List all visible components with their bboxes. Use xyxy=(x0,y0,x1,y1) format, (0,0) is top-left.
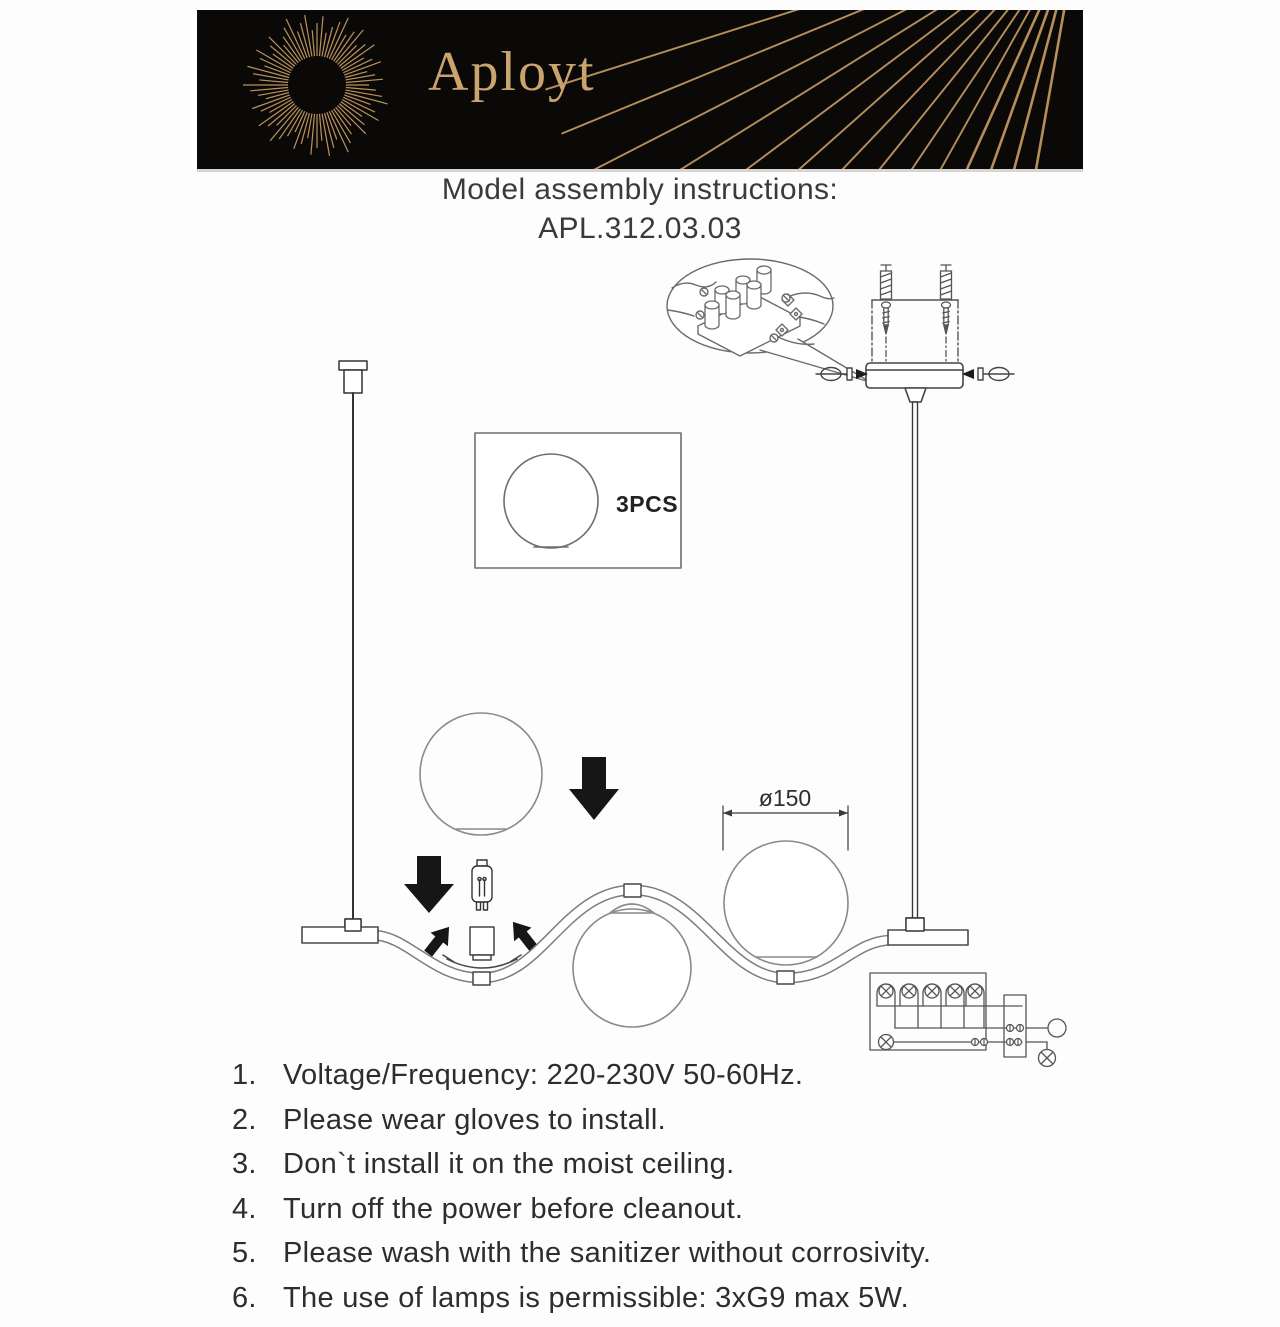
wiring-diagram xyxy=(870,973,1066,1067)
right-bar-end xyxy=(888,930,968,945)
live-wire-terminal xyxy=(1048,1019,1066,1037)
diameter-label: ø150 xyxy=(758,785,812,811)
list-item: 5. Please wash with the sanitizer without corrosivity. xyxy=(232,1237,932,1270)
insert-bulb-arrow-icon xyxy=(404,856,454,913)
insert-shade-arrow-icon xyxy=(569,757,619,820)
instructions-list xyxy=(232,1059,931,1327)
list-item: 2. Please wear gloves to install. xyxy=(232,1103,666,1136)
parts-box xyxy=(475,433,681,568)
terminal-block-detail-bubble xyxy=(667,259,870,382)
model-number: APL.312.03.03 xyxy=(538,212,742,245)
side-screw-right xyxy=(962,368,1014,381)
parts-count-label: 3PCS xyxy=(616,491,679,517)
list-item: 1. Voltage/Frequency: 220-230V 50-60Hz. xyxy=(232,1059,804,1091)
page-title: Model assembly instructions: xyxy=(441,173,839,206)
canopy xyxy=(866,363,963,402)
glass-shade-loose xyxy=(420,713,542,835)
brand-name: Aployt xyxy=(428,41,596,103)
g9-bulb-icon xyxy=(472,860,492,910)
ceiling-bracket xyxy=(872,265,958,363)
list-item: 3. Don`t install it on the moist ceiling. xyxy=(232,1148,735,1181)
list-item: 6. The use of lamps is permissible: 3xG9 max 5W. xyxy=(232,1281,909,1314)
list-item: 4. Turn off the power before cleanout. xyxy=(232,1192,744,1225)
right-suspension-rod xyxy=(906,402,924,931)
left-bar-end xyxy=(302,927,378,943)
left-suspension-rod xyxy=(339,361,367,931)
